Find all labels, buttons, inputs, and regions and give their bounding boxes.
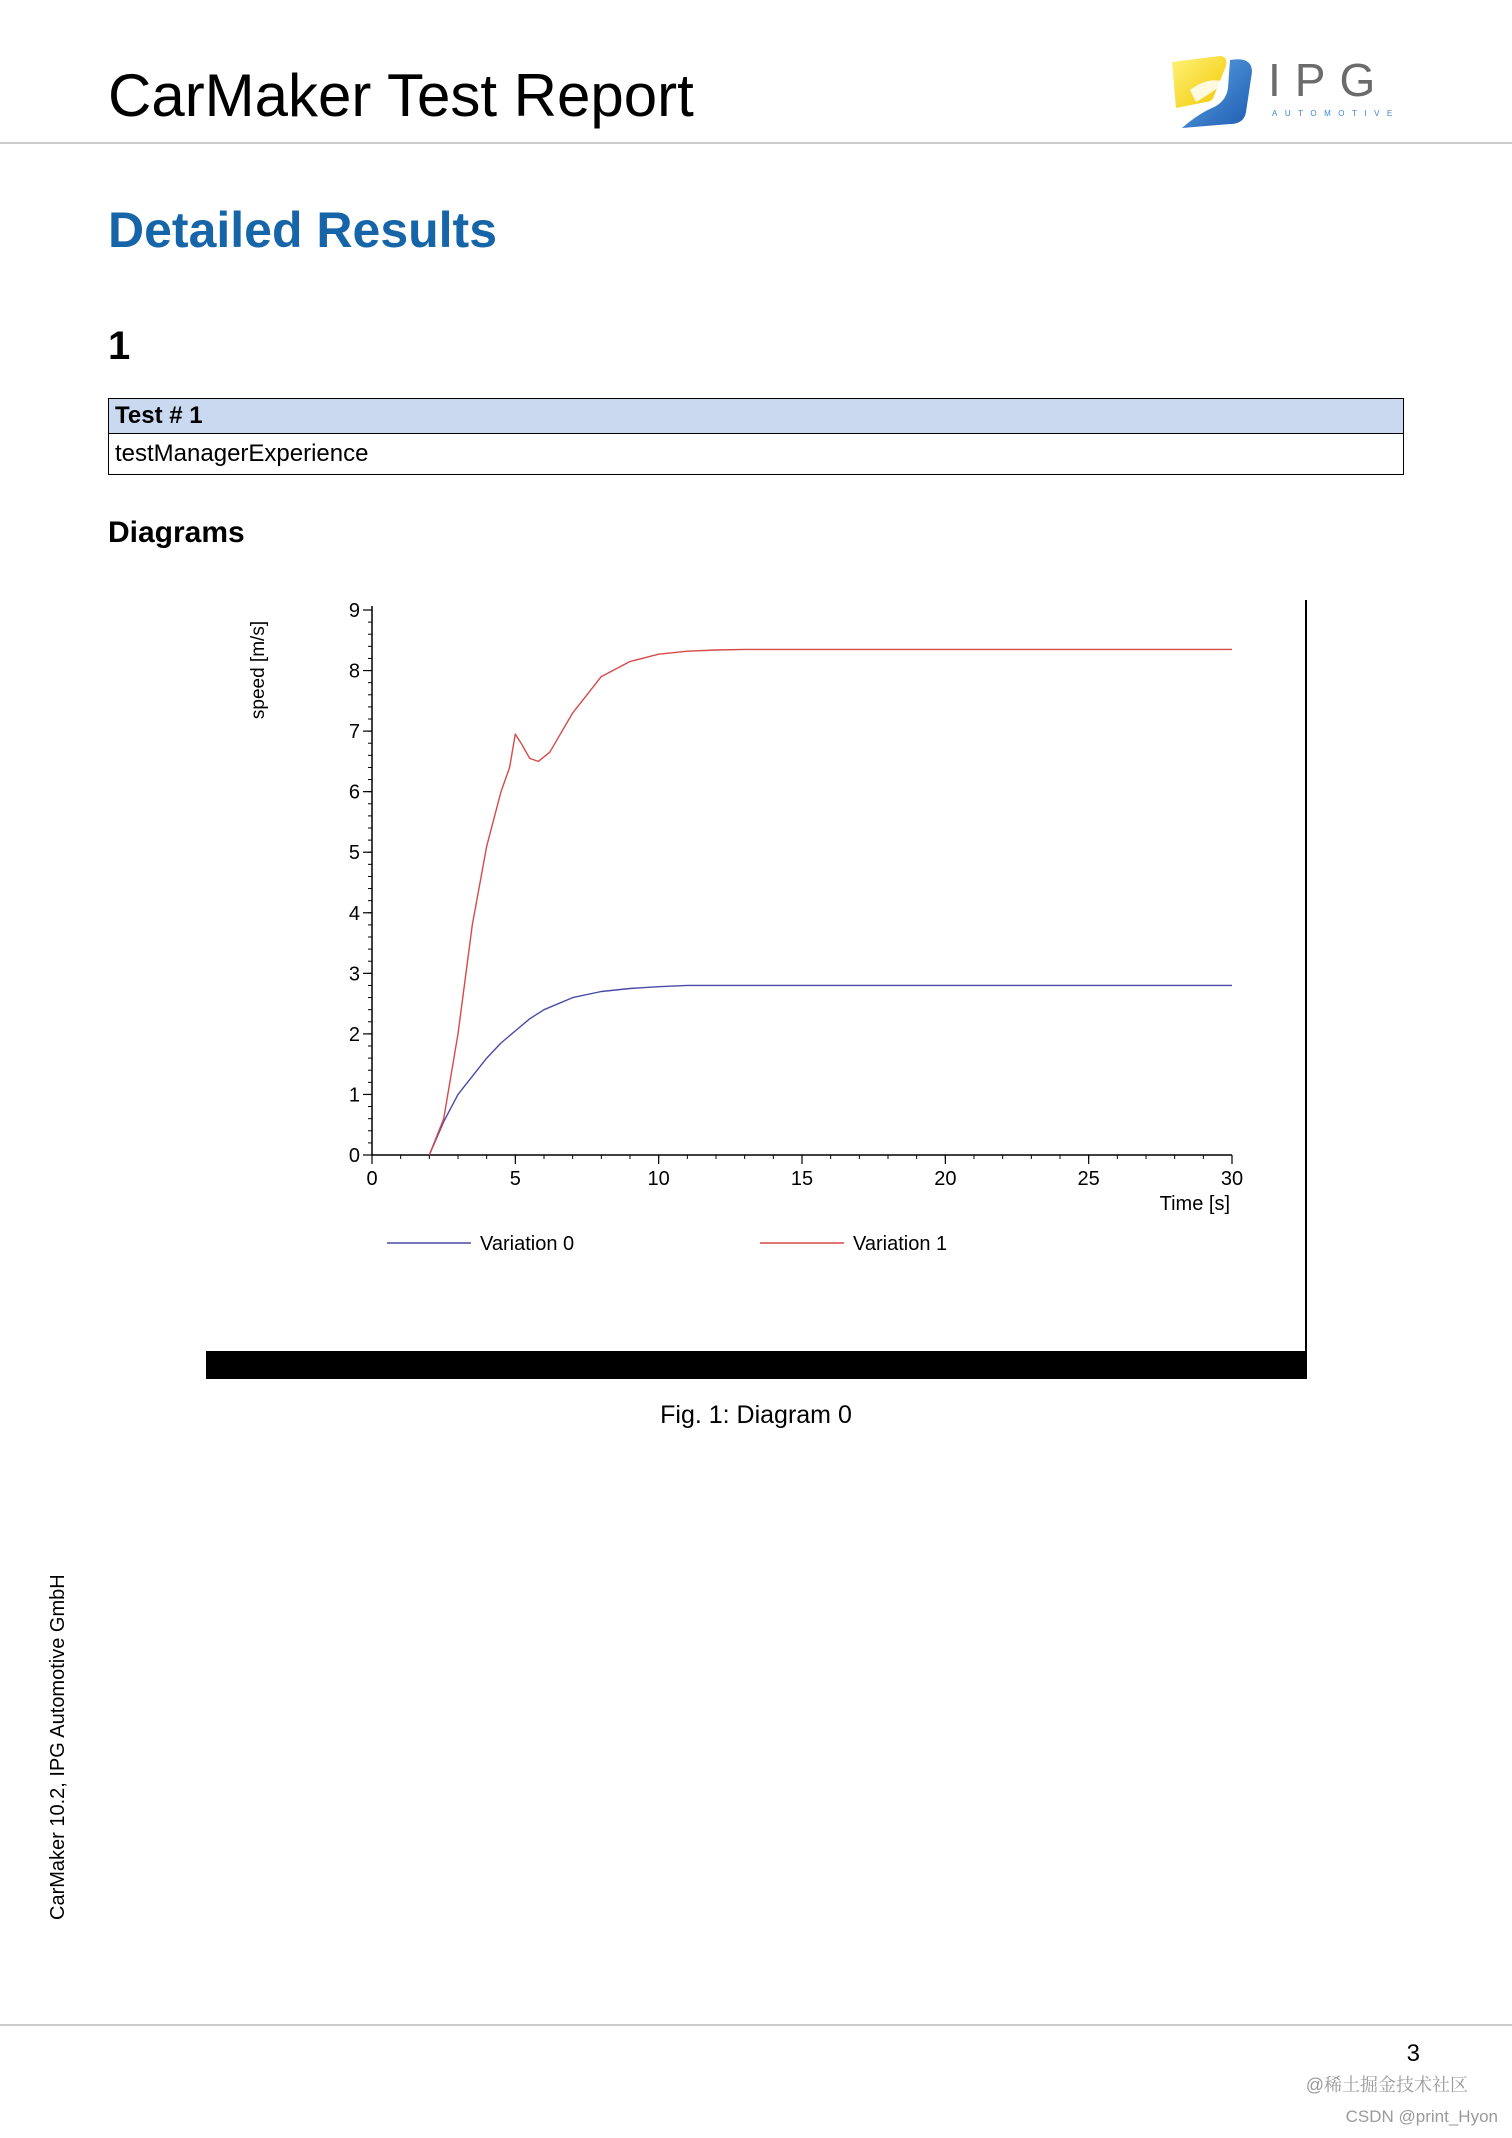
- side-footer-text: CarMaker 10.2, IPG Automotive GmbH: [47, 1574, 69, 1920]
- x-tick-label: 5: [509, 1168, 521, 1190]
- x-tick-label: 10: [647, 1168, 670, 1190]
- ipg-logo-icon: [1168, 52, 1408, 132]
- y-tick-label: 2: [348, 1023, 360, 1046]
- series-line-variation-0: [429, 985, 1232, 1155]
- chart-frame-bottom-bar: [206, 1351, 1307, 1379]
- x-tick-label: 30: [1220, 1168, 1244, 1190]
- speed-chart: [200, 595, 1320, 1385]
- test-number: 1: [108, 324, 131, 368]
- y-axis-label: speed [m/s]: [248, 620, 269, 720]
- watermark-csdn: CSDN @print_Hyon: [1345, 2107, 1498, 2126]
- x-tick-label: 20: [934, 1168, 957, 1190]
- figure-caption: Fig. 1: Diagram 0: [660, 1401, 852, 1429]
- x-axis-label: Time [s]: [1159, 1193, 1230, 1215]
- test-table-value: testManagerExperience: [115, 440, 369, 467]
- section-title: Detailed Results: [108, 202, 498, 258]
- y-tick-label: 9: [348, 600, 360, 622]
- footer-rule: [0, 2024, 1512, 2026]
- page-number: 3: [1406, 2040, 1420, 2067]
- diagrams-heading: Diagrams: [108, 516, 245, 549]
- y-tick-label: 0: [348, 1145, 360, 1167]
- header-rule: [0, 142, 1512, 144]
- watermark-juejin: @稀土掘金技术社区: [1305, 2075, 1468, 2095]
- test-table: [108, 398, 1404, 475]
- y-tick-label: 1: [348, 1084, 360, 1107]
- test-table-header: Test # 1: [109, 399, 1403, 434]
- x-tick-label: 25: [1077, 1168, 1100, 1190]
- x-tick-label: 0: [366, 1168, 378, 1190]
- series-line-variation-1: [429, 649, 1232, 1155]
- ipg-automotive-logo: [1168, 52, 1408, 132]
- x-tick-label: 15: [790, 1168, 814, 1190]
- logo-tagline: AUTOMOTIVE: [1272, 109, 1400, 118]
- y-tick-label: 7: [348, 721, 360, 744]
- logo-wordmark: IPG: [1268, 54, 1390, 106]
- y-tick-label: 5: [348, 842, 360, 865]
- y-tick-label: 3: [348, 963, 360, 986]
- y-tick-label: 4: [348, 902, 360, 925]
- legend-label-1: Variation 1: [853, 1233, 948, 1255]
- y-tick-label: 8: [348, 660, 360, 683]
- legend-label-0: Variation 0: [480, 1233, 575, 1255]
- report-title: CarMaker Test Report: [108, 62, 694, 129]
- y-tick-label: 6: [348, 781, 360, 804]
